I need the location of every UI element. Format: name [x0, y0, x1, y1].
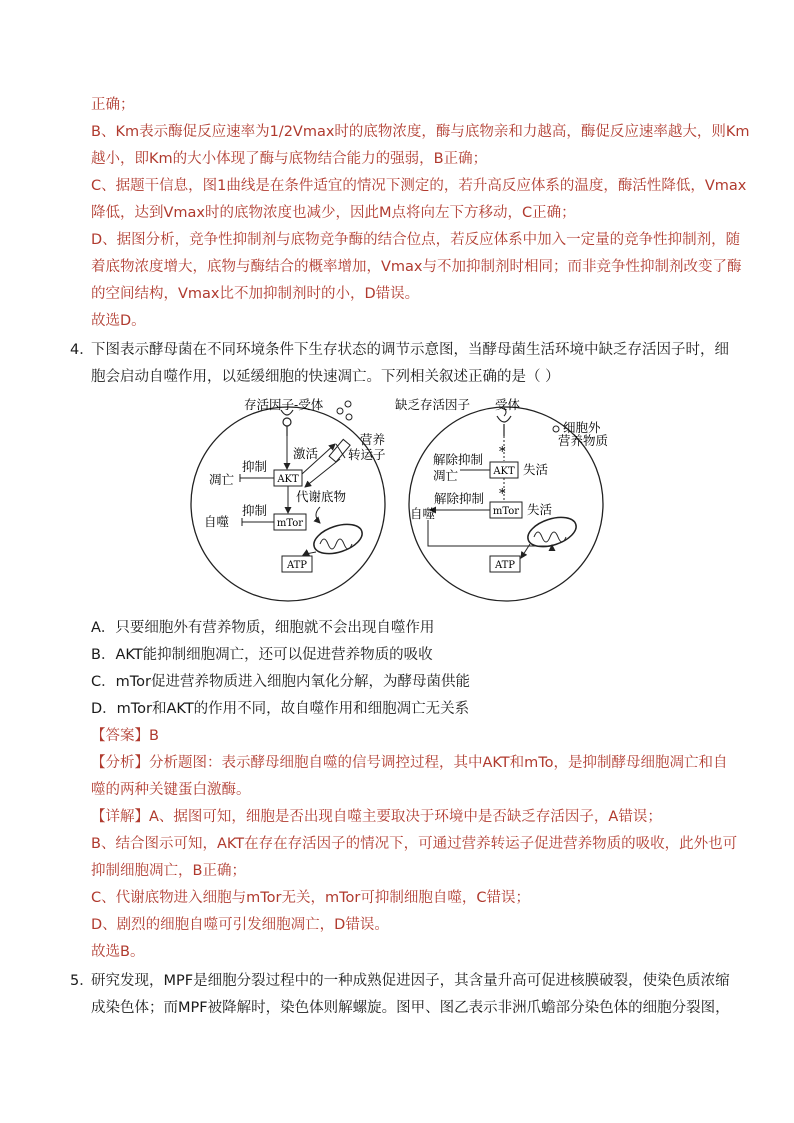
inhibit-label: 抑制 — [242, 503, 268, 518]
receptor-label: 受体 — [495, 397, 521, 412]
question-stem: 胞会启动自噬作用，以延缓细胞的快速凋亡。下列相关叙述正确的是（ ） — [91, 369, 560, 385]
option-c: C．mTor促进营养物质进入细胞内氧化分解，为酵母菌供能 — [91, 674, 470, 690]
metabolic-substrate-label: 代谢底物 — [296, 489, 347, 504]
atp-label: ATP — [494, 560, 516, 571]
text-line: 正确； — [91, 97, 135, 113]
mtor-label: mTor — [492, 506, 520, 517]
mtor-label: mTor — [276, 518, 304, 529]
receptor-icon — [281, 410, 293, 436]
inactive-label: 失活 — [527, 502, 553, 517]
lack-factor-label: 缺乏存活因子 — [395, 397, 471, 412]
detail-line: C、代谢底物进入细胞与mTor无关，mTor可抑制细胞自噬，C错误； — [91, 890, 530, 906]
text-line: 的空间结构，Vmax比不加抑制剂时的小，D错误。 — [91, 286, 420, 302]
option-d: D．mTor和AKT的作用不同，故自噬作用和细胞凋亡无关系 — [91, 701, 470, 717]
analysis-line: 噬的两种关键蛋白激酶。 — [91, 782, 251, 798]
question-number: 4． — [70, 342, 94, 358]
detail-line: B、结合图示可知，AKT在存在存活因子的情况下，可通过营养转运子促进营养物质的吸收，此外也可 — [91, 836, 738, 852]
detail-line: 抑制细胞凋亡，B正确； — [91, 863, 246, 879]
nutrient-label: 营养 — [360, 432, 386, 447]
receptor-icon — [497, 408, 511, 436]
autophagy-label: 自噬 — [204, 514, 230, 529]
option-a: A．只要细胞外有营养物质，细胞就不会出现自噬作用 — [91, 620, 435, 636]
star-label: * — [499, 445, 506, 460]
mitochondrion-icon — [310, 519, 366, 559]
detail-line: D、剧烈的细胞自噬可引发细胞凋亡，D错误。 — [91, 917, 389, 933]
inactive-label: 失活 — [523, 462, 549, 477]
transporter-label: 转运子 — [348, 447, 386, 462]
right-cell — [395, 397, 609, 601]
option-b: B．AKT能抑制细胞凋亡，还可以促进营养物质的吸收 — [91, 647, 433, 663]
text-line: B、Km表示酶促反应速率为1/2Vmax时的底物浓度，酶与底物亲和力越高，酶促反应速率越大，则Km — [91, 124, 750, 140]
text-line: D、据图分析，竞争性抑制剂与底物竞争酶的结合位点，若反应体系中加入一定量的竞争性抑制剂，随 — [91, 232, 741, 248]
star-label: * — [499, 487, 506, 502]
survival-factor-receptor-label: 存活因子-受体 — [244, 397, 324, 412]
question-stem: 成染色体；而MPF被降解时，染色体则解螺旋。图甲、图乙表示非洲爪蟾部分染色体的细胞分裂图， — [91, 1000, 730, 1016]
answer: 【答案】B — [91, 728, 159, 744]
activate-label: 激活 — [293, 446, 319, 461]
question-stem: 下图表示酵母菌在不同环境条件下生存状态的调节示意图，当酵母菌生活环境中缺乏存活因子时，细 — [91, 342, 729, 358]
apoptosis-label: 凋亡 — [209, 472, 235, 487]
relieve-inhibition-label: 解除抑制 — [434, 491, 485, 506]
akt-label: AKT — [493, 466, 515, 477]
question-number: 5． — [70, 973, 94, 989]
text-line: 着底物浓度增大，底物与酶结合的概率增加，Vmax与不加抑制剂时相同；而非竞争性抑制剂改变了酶 — [91, 259, 742, 275]
left-cell — [191, 397, 386, 601]
conclusion: 故选B。 — [91, 944, 145, 960]
autophagy-label: 自噬 — [410, 506, 436, 521]
nutrient-particle-icon — [553, 426, 559, 432]
outside-nutrient-label: 营养物质 — [558, 433, 609, 448]
detail-line: 【详解】A、据图可知，细胞是否出现自噬主要取决于环境中是否缺乏存活因子，A错误； — [91, 809, 662, 825]
akt-label: AKT — [277, 474, 299, 485]
question-stem: 研究发现，MPF是细胞分裂过程中的一种成熟促进因子，其含量升高可促进核膜破裂，使染色质浓缩 — [91, 973, 730, 989]
analysis-line: 【分析】分析题图：表示酵母细胞自噬的信号调控过程，其中AKT和mTo，是抑制酵母细胞凋亡和自 — [91, 755, 728, 771]
survival-factor-icon — [337, 401, 352, 420]
atp-label: ATP — [286, 560, 308, 571]
relieve-inhibition-label: 解除抑制 — [433, 452, 484, 467]
yeast-regulation-diagram — [190, 392, 620, 612]
text-line: C、据题干信息，图1曲线是在条件适宜的情况下测定的，若升高反应体系的温度，酶活性降低，Vmax — [91, 178, 747, 194]
apoptosis-label: 凋亡 — [433, 468, 459, 483]
outside-nutrient-label: 细胞外 — [563, 420, 601, 435]
inhibit-label: 抑制 — [242, 459, 268, 474]
text-line: 故选D。 — [91, 313, 146, 329]
text-line: 降低，达到Vmax时的底物浓度也减少，因此M点将向左下方移动，C正确； — [91, 205, 576, 221]
transporter-icon — [329, 439, 350, 462]
text-line: 越小，即Km的大小体现了酶与底物结合能力的强弱，B正确； — [91, 151, 488, 167]
